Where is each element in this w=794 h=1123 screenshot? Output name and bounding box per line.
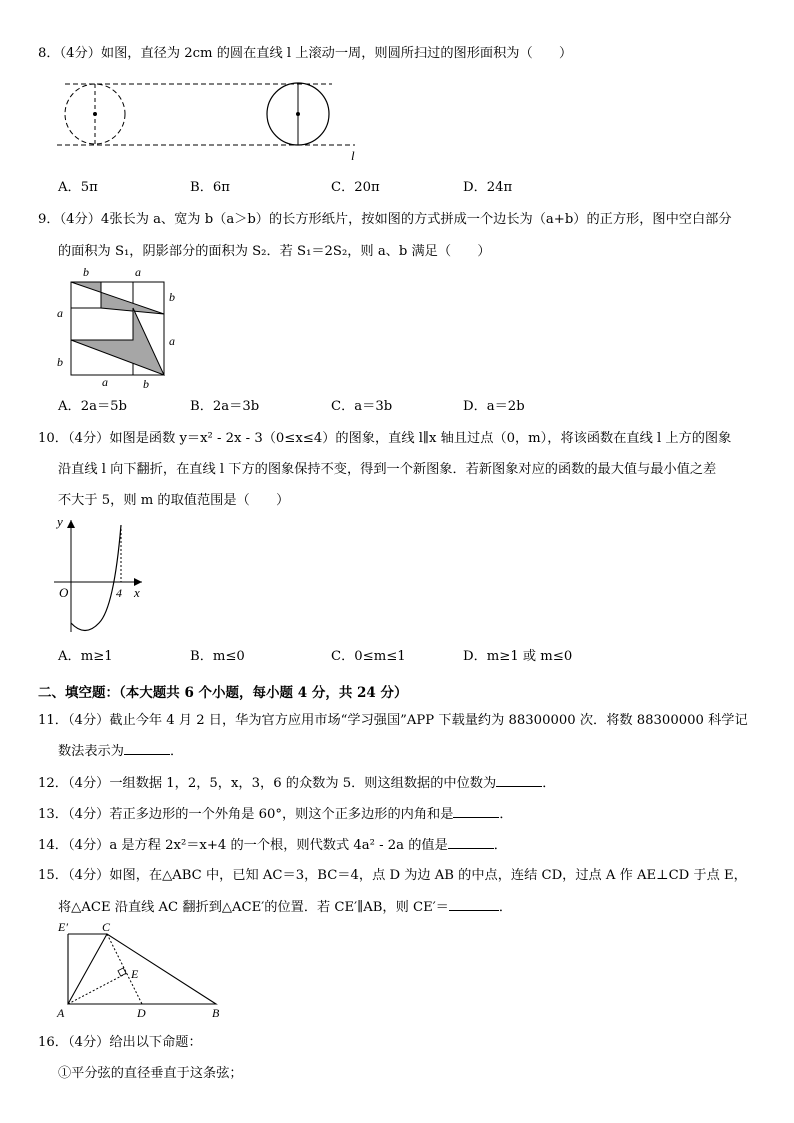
svg-text:b: b (57, 355, 63, 369)
q8-option-b: B．6π (190, 180, 230, 195)
question-14: 14．（4分）a 是方程 2x²＝x+4 的一个根，则代数式 4a² - 2a 的值是 ． (38, 838, 507, 853)
question-8-text: 8．（4分）如图，直径为 2cm 的圆在直线 l 上滚动一周，则圆所扫过的图形面积为（ ） (38, 46, 573, 61)
q10-option-b: B．m≤0 (190, 649, 245, 664)
q8-rolling-circle-figure (55, 78, 365, 166)
question-15-line-2: 将△ACE 沿直线 AC 翻折到△ACE′的位置．若 CE′∥AB，则 CE′＝ ． (58, 900, 513, 915)
svg-text:B: B (212, 1006, 220, 1020)
q9-option-c: C．a＝3b (331, 399, 393, 414)
q12-answer-blank (496, 776, 542, 787)
q10-parabola (71, 525, 121, 631)
q10-function-graph (50, 510, 160, 638)
svg-text:E: E (131, 967, 139, 981)
question-16-item-1: ①平分弦的直径垂直于这条弦； (58, 1066, 243, 1081)
question-10-line-1: 10．（4分）如图是函数 y＝x² - 2x - 3（0≤x≤4）的图象，直线 l∥x 轴且过点（0，m），将该函数在直线 l 上方的图象 (38, 431, 732, 446)
q9-option-a: A．2a＝5b (58, 399, 127, 414)
q8-label-l: l (351, 148, 355, 163)
svg-text:D: D (137, 1006, 146, 1020)
q9-option-b: B．2a＝3b (190, 399, 260, 414)
question-15-line-1: 15．（4分）如图，在△ABC 中，已知 AC＝3，BC＝4，点 D 为边 AB 的中点，连结 CD，过点 A 作 AE⊥CD 于点 E， (38, 868, 747, 883)
question-13: 13．（4分）若正多边形的一个外角是 60°，则这个正多边形的内角和是 ． (38, 807, 513, 822)
svg-text:a: a (102, 375, 108, 389)
svg-text:b: b (169, 290, 175, 304)
q9-square-figure (50, 262, 190, 392)
q10-option-d: D．m≥1 或 m≤0 (463, 649, 573, 664)
svg-text:y: y (57, 514, 63, 529)
q13-answer-blank (453, 807, 499, 818)
svg-text:O: O (59, 585, 69, 600)
q10-option-c: C．0≤m≤1 (331, 649, 406, 664)
question-10-line-2: 沿直线 l 向下翻折，在直线 l 下方的图象保持不变，得到一个新图象．若新图象对应的函数的最大值与最小值之差 (58, 462, 717, 477)
question-10-line-3: 不大于 5，则 m 的取值范围是（ ） (58, 493, 290, 508)
svg-text:A: A (57, 1006, 65, 1020)
svg-text:b: b (143, 377, 149, 391)
question-9-line-1: 9．（4分）4张长为 a、宽为 b（a＞b）的长方形纸片，按如图的方式拼成一个边长为（a+b）的正方形，图中空白部分 (38, 212, 732, 227)
svg-text:b: b (83, 265, 89, 279)
q15-triangle-figure (52, 920, 232, 1022)
q9-shaded-bottom (71, 308, 164, 375)
question-16-line-1: 16．（4分）给出以下命题： (38, 1035, 202, 1050)
q15-answer-blank (449, 900, 499, 911)
q8-option-d: D．24π (463, 180, 513, 195)
q8-option-c: C．20π (331, 180, 380, 195)
question-11-line-1: 11．（4分）截止今年 4 月 2 日，华为官方应用市场“学习强国”APP 下载量约为 88300000 次．将数 88300000 科学记 (38, 713, 748, 728)
section-2-heading: 二、填空题：（本大题共 6 个小题，每小题 4 分，共 24 分） (38, 685, 408, 701)
q8-option-a: A．5π (58, 180, 98, 195)
q14-answer-blank (448, 838, 494, 849)
q11-answer-blank (124, 744, 170, 755)
question-9-line-2: 的面积为 S₁，阴影部分的面积为 S₂．若 S₁＝2S₂，则 a、b 满足（ ） (58, 244, 491, 259)
question-11-line-2: 数法表示为 ． (58, 744, 184, 759)
q9-shaded-top (71, 282, 164, 314)
question-12: 12．（4分）一组数据 1，2，5，x，3，6 的众数为 5．则这组数据的中位数为 ． (38, 776, 556, 791)
svg-text:E′: E′ (58, 920, 68, 934)
svg-text:a: a (135, 265, 141, 279)
q8-end-center (296, 112, 300, 116)
q8-start-center (93, 112, 97, 116)
q9-option-d: D．a＝2b (463, 399, 525, 414)
svg-text:C: C (102, 920, 111, 934)
svg-text:4: 4 (116, 586, 122, 600)
svg-text:x: x (134, 585, 140, 600)
svg-text:a: a (57, 306, 63, 320)
svg-text:a: a (169, 334, 175, 348)
q15-triangle-abc (68, 934, 216, 1004)
q10-option-a: A．m≥1 (58, 649, 113, 664)
